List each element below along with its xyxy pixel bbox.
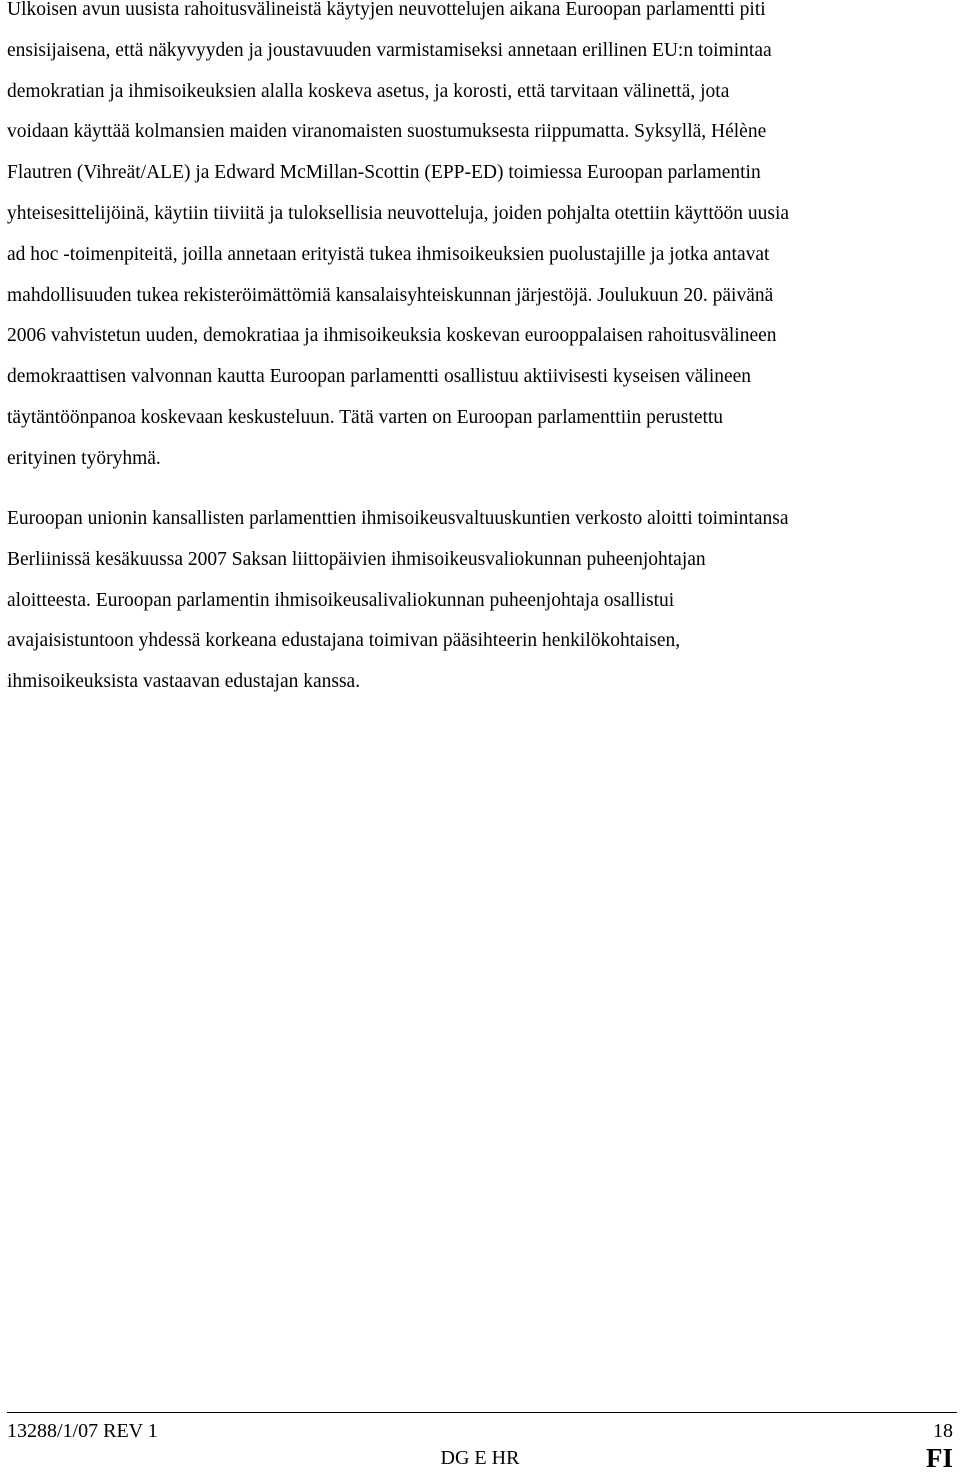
text-line: avajaisistuntoon yhdessä korkeana edustajana toimivan pääsihteerin henkilökohtaisen,	[7, 630, 681, 652]
page-number: 18	[933, 1420, 953, 1442]
text-line: demokraattisen valvonnan kautta Euroopan parlamentti osallistuu aktiivisesti kyseisen välineen	[7, 366, 752, 388]
text-line: ensisijaisena, että näkyvyyden ja joustavuuden varmistamiseksi annetaan erillinen EU:n toimintaa	[7, 39, 772, 61]
paragraph-1	[7, 0, 789, 480]
text-line: yhteisesittelijöinä, käytiin tiiviitä ja tuloksellisia neuvotteluja, joiden pohjalta otettiin käyttöön uusia	[7, 202, 790, 224]
language-code: FI	[926, 1443, 953, 1473]
text-line: Berliinissä kesäkuussa 2007 Saksan liittopäivien ihmisoikeusvaliokunnan puheenjohtajan	[7, 548, 706, 570]
text-line: 2006 vahvistetun uuden, demokratiaa ja ihmisoikeuksia koskevan eurooppalaisen rahoitusvälineen	[7, 325, 777, 347]
text-line: Ulkoisen avun uusista rahoitusvälineistä käytyjen neuvottelujen aikana Euroopan parlamentti piti	[7, 0, 766, 20]
text-line: aloitteesta. Euroopan parlamentin ihmisoikeusalivaliokunnan puheenjohtaja osallistui	[7, 589, 675, 611]
text-line: mahdollisuuden tukea rekisteröimättömiä kansalaisyhteiskunnan järjestöjä. Joulukuun 20. päivänä	[7, 284, 774, 306]
text-line: Euroopan unionin kansallisten parlamenttien ihmisoikeusvaltuuskuntien verkosto aloitti toimintansa	[7, 508, 789, 529]
text-line: Flautren (Vihreät/ALE) ja Edward McMillan-Scottin (EPP-ED) toimiessa Euroopan parlamentin	[7, 162, 761, 184]
directorate-label: DG E HR	[440, 1447, 520, 1469]
text-line: demokratian ja ihmisoikeuksien alalla koskeva asetus, ja korosti, että tarvitaan välinettä, jota	[7, 80, 730, 102]
text-line: ihmisoikeuksista vastaavan edustajan kanssa.	[7, 671, 361, 693]
paragraph-2	[7, 499, 789, 703]
doc-reference: 13288/1/07 REV 1	[7, 1420, 158, 1442]
text-line: erityinen työryhmä.	[7, 447, 161, 469]
footer-divider	[7, 1412, 957, 1413]
text-line: voidaan käyttää kolmansien maiden viranomaisten suostumuksesta riippumatta. Syksyllä, Hélène	[7, 121, 767, 143]
text-line: täytäntöönpanoa koskevaan keskusteluun. Tätä varten on Euroopan parlamenttiin perustettu	[7, 406, 724, 428]
text-line: ad hoc -toimenpiteitä, joilla annetaan erityistä tukea ihmisoikeuksien puolustajille ja jotka antavat	[7, 243, 770, 265]
